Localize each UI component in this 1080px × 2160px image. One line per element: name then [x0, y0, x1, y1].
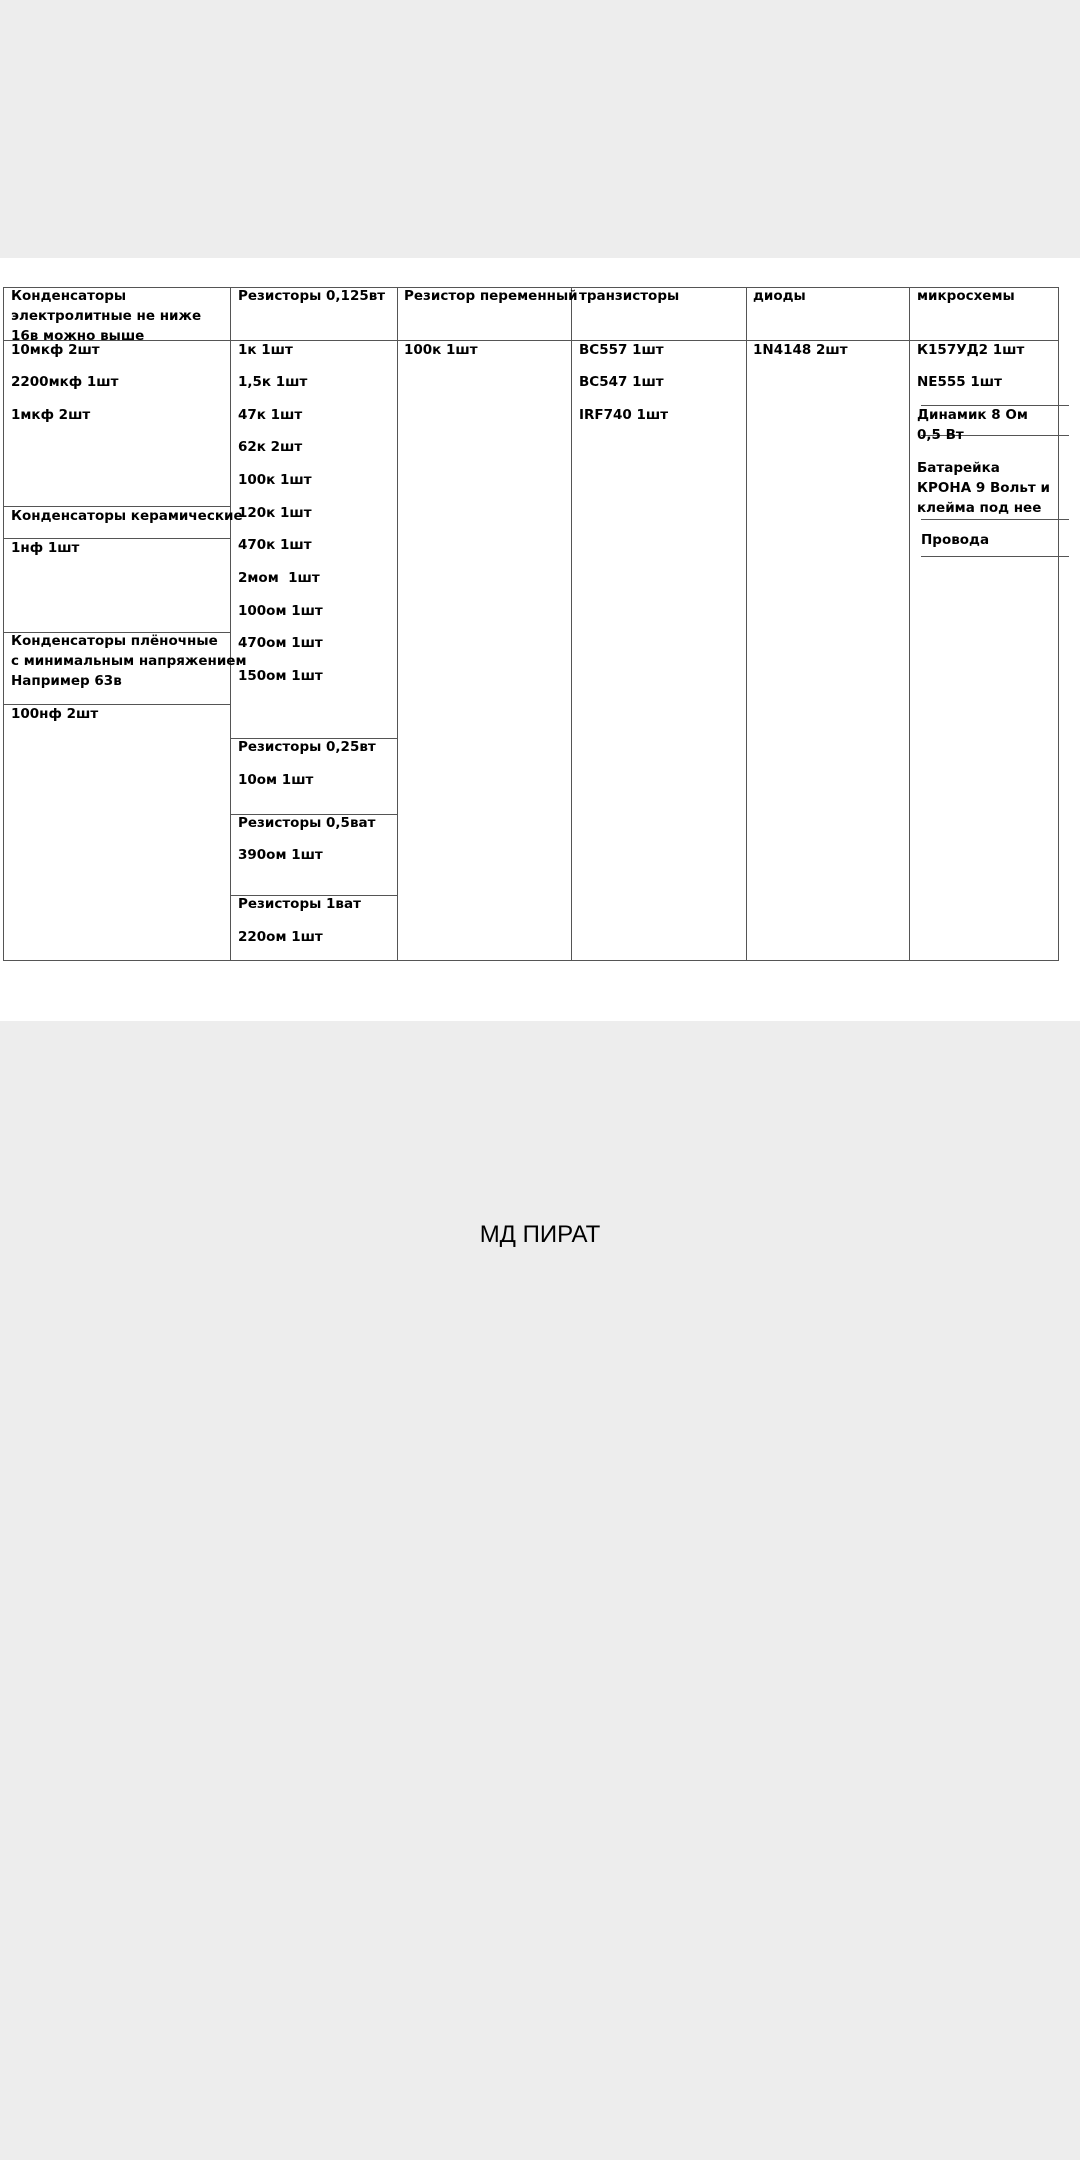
column-divider-4: [746, 287, 747, 961]
capacitor-ceramic-title: Конденсаторы керамические: [11, 508, 243, 524]
header-chips: микросхемы: [917, 288, 1015, 304]
list-item: 120к 1шт: [238, 505, 312, 521]
list-item: К157УД2 1шт: [917, 342, 1025, 358]
column-divider-3: [571, 287, 572, 961]
wires-item: Провода: [921, 532, 990, 548]
list-item: 1N4148 2шт: [753, 342, 848, 358]
list-item: BC557 1шт: [579, 342, 664, 358]
list-item: 10ом 1шт: [238, 772, 314, 788]
list-item: 62к 2шт: [238, 439, 303, 455]
column-divider-5: [909, 287, 910, 961]
table-right-border: [1058, 287, 1059, 961]
capacitor-film-title-line-1: Конденсаторы плёночные: [11, 633, 218, 649]
resistor-05-title: Резисторы 0,5ват: [238, 815, 376, 831]
list-item: 2мом 1шт: [238, 570, 320, 586]
document-sheet: [0, 258, 1080, 1248]
list-item: NE555 1шт: [917, 374, 1002, 390]
battery-item: Батарейка КРОНА 9 Вольт и клейма под нее: [917, 460, 1050, 516]
battery-bottom-line: [921, 519, 1069, 520]
list-item: 100ом 1шт: [238, 603, 323, 619]
header-diodes: диоды: [753, 288, 806, 304]
document-footer-title: МД ПИРАТ: [479, 1221, 601, 1248]
column-divider-2: [397, 287, 398, 961]
list-item: 10мкф 2шт: [11, 342, 100, 358]
list-item: 470ом 1шт: [238, 635, 323, 651]
header-capacitors-electrolytic: Конденсаторы электролитные не ниже 16в можно выше: [11, 288, 202, 344]
list-item: 100к 1шт: [238, 472, 312, 488]
capacitor-film-title-line-2: с минимальным напряжением: [11, 653, 247, 669]
list-item: BC547 1шт: [579, 374, 664, 390]
wires-bottom-line: [921, 556, 1069, 557]
capacitor-film-title-line-3: Например 63в: [11, 673, 122, 689]
resistor-1-title: Резисторы 1ват: [238, 896, 361, 912]
table-bottom-border: [3, 960, 1059, 961]
list-item: IRF740 1шт: [579, 407, 669, 423]
list-item: 100к 1шт: [404, 342, 478, 358]
list-item: 470к 1шт: [238, 537, 312, 553]
resistor-025-title: Резисторы 0,25вт: [238, 739, 376, 755]
speaker-item: Динамик 8 Ом 0,5 Вт: [917, 407, 1028, 443]
list-item: 100нф 2шт: [11, 706, 99, 722]
table-left-border: [3, 287, 4, 961]
list-item: 2200мкф 1шт: [11, 374, 119, 390]
header-resistor-variable: Резистор переменный: [404, 288, 578, 304]
list-item: 47к 1шт: [238, 407, 303, 423]
list-item: 1к 1шт: [238, 342, 293, 358]
list-item: 220ом 1шт: [238, 929, 323, 945]
list-item: 1мкф 2шт: [11, 407, 91, 423]
column-divider-1: [230, 287, 231, 961]
header-transistors: транзисторы: [579, 288, 680, 304]
list-item: 1нф 1шт: [11, 540, 80, 556]
header-resistors-0125: Резисторы 0,125вт: [238, 288, 386, 304]
list-item: 390ом 1шт: [238, 847, 323, 863]
list-item: 150ом 1шт: [238, 668, 323, 684]
list-item: 1,5к 1шт: [238, 374, 308, 390]
